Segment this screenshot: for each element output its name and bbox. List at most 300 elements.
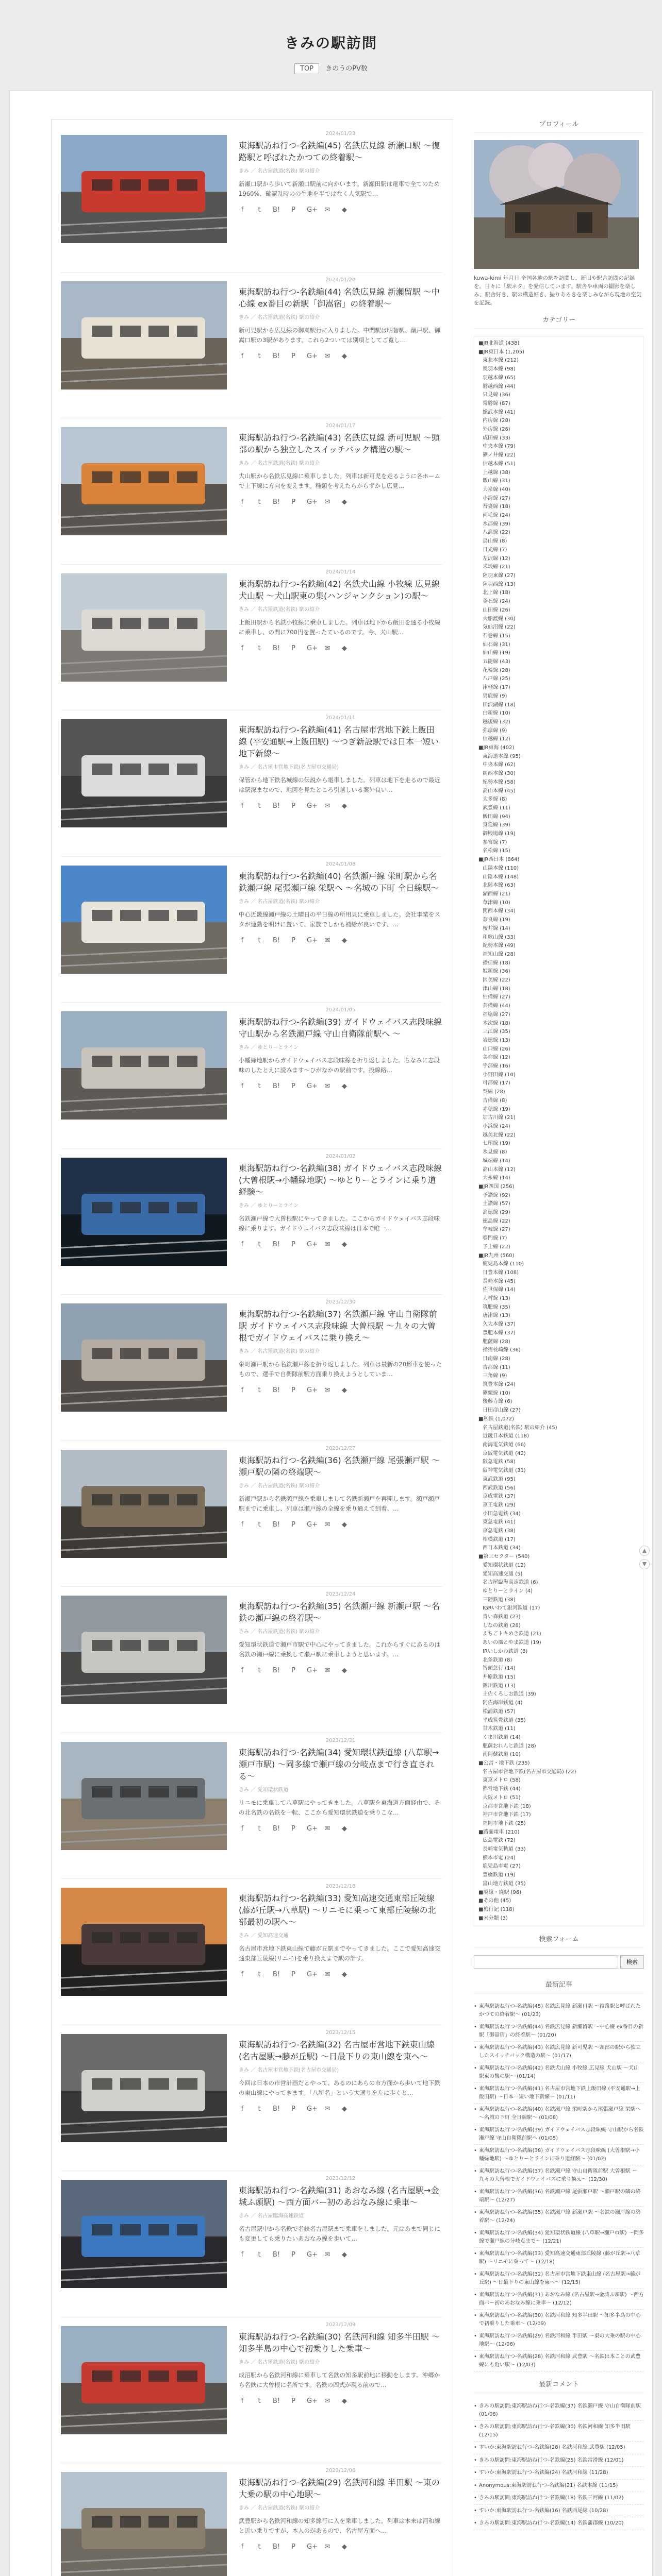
share-icon-3[interactable]: P <box>291 936 295 944</box>
recent-post-item[interactable]: • 東海駅訪ね行つ-名鉄編(45) 名鉄広見線 新瀬口駅 ～復路駅と呼ばれたかつての終着駅～ (01/23) <box>474 2001 644 2021</box>
category-item[interactable]: ■JR西日本 (864) <box>478 857 520 863</box>
category-item[interactable]: 東北本線 (212) <box>483 358 519 364</box>
category-item[interactable]: ■第三セクター (540) <box>478 1554 530 1560</box>
category-item[interactable]: 予讃線 (92) <box>483 1192 510 1198</box>
share-icon-4[interactable]: G+ <box>307 206 318 214</box>
category-item[interactable]: 高山本線 (12) <box>483 1166 516 1173</box>
share-icon-6[interactable]: ◆ <box>342 2397 347 2405</box>
category-item[interactable]: 吉都線 (11) <box>483 1364 510 1370</box>
category-item[interactable]: 大船渡線 (30) <box>483 616 516 622</box>
category-item[interactable]: 日南線 (28) <box>483 1355 510 1362</box>
category-item[interactable]: 呉線 (28) <box>483 1089 505 1095</box>
category-item[interactable]: 名古屋鉄道(名鉄) 駅の紹介 (45) <box>483 1425 557 1431</box>
category-item[interactable]: 牟岐線 (27) <box>483 1227 510 1233</box>
share-icon-1[interactable]: t <box>258 2251 261 2259</box>
post-title[interactable]: 東海駅訪ね行つ-名鉄編(38) ガイドウェイバス志段味線 (大曽根駅→小幡緑地駅) ～ゆとりーとラインに乗り道経験～ <box>239 1163 442 1197</box>
category-item[interactable]: 名松線 (15) <box>483 848 510 854</box>
post-thumbnail[interactable] <box>61 427 227 535</box>
category-item[interactable]: 飯山線 (31) <box>483 478 510 484</box>
share-icon-0[interactable]: f <box>241 2397 244 2405</box>
category-item[interactable]: 可部線 (17) <box>483 1080 510 1087</box>
category-item[interactable]: 福塩線 (27) <box>483 1011 510 1018</box>
category-item[interactable]: 赤穂線 (19) <box>483 1106 510 1112</box>
category-item[interactable]: IRいしかわ鉄道 (8) <box>483 1648 528 1654</box>
category-item[interactable]: 西武鉄道 (56) <box>483 1485 516 1491</box>
category-item[interactable]: 花輪線 (28) <box>483 667 510 673</box>
post-title[interactable]: 東海駅訪ね行つ-名鉄編(37) 名鉄瀬戸線 守山自衛隊前駅 ガイドウェイバス志段味線 大曽根駅 ～九々の大曽根でガイドウェイバスに乗り換え～ <box>239 1309 437 1343</box>
category-item[interactable]: 伯備線 (27) <box>483 994 510 1001</box>
share-icon-3[interactable]: P <box>291 1240 295 1248</box>
share-icon-5[interactable]: ✉ <box>324 2543 330 2551</box>
recent-post-item[interactable]: • 東海駅訪ね行つ-名鉄編(37) 名鉄瀬戸線 守山自衛隊前駅 大曽根駅 ～九々の大曽根でガイドウェイバスに乗り換え～ (12/30) <box>474 2165 644 2186</box>
share-icon-1[interactable]: t <box>258 936 261 944</box>
category-item[interactable]: ■JR北海道 (438) <box>478 341 520 346</box>
post-meta[interactable]: きみ ／ ゆとりーとライン <box>239 1045 299 1050</box>
category-item[interactable]: 木次線 (18) <box>483 1020 510 1026</box>
share-icon-5[interactable]: ✉ <box>324 206 330 214</box>
share-icon-0[interactable]: f <box>241 1824 244 1833</box>
share-icon-1[interactable]: t <box>258 2543 261 2551</box>
category-item[interactable]: 長崎本線 (45) <box>483 1278 516 1284</box>
share-icon-1[interactable]: t <box>258 802 261 810</box>
category-item[interactable]: 気仙沼線 (22) <box>483 624 516 631</box>
category-item[interactable]: 奈良線 (19) <box>483 917 510 923</box>
category-item[interactable]: 小田急電鉄 (34) <box>483 1511 521 1517</box>
share-icon-6[interactable]: ◆ <box>342 498 347 506</box>
category-item[interactable]: 鳴門線 (7) <box>483 1235 507 1242</box>
share-icon-0[interactable]: f <box>241 498 244 506</box>
category-item[interactable]: 山陰本線 (148) <box>483 874 519 880</box>
category-item[interactable]: 南海電気鉄道 (66) <box>483 1442 526 1448</box>
category-item[interactable]: 三江線 (35) <box>483 1029 510 1035</box>
category-item[interactable]: 東武鉄道 (95) <box>483 1476 516 1482</box>
share-icon-2[interactable]: B! <box>273 2105 280 2113</box>
category-item[interactable]: 名古屋臨海高速鉄道 (6) <box>483 1580 538 1586</box>
share-icon-0[interactable]: f <box>241 1082 244 1090</box>
recent-post-item[interactable]: • 東海駅訪ね行つ-名鉄編(39) ガイドウェイバス志段味線 守山駅から名鉄瀬戸線 守山自衛隊前駅へ (01/05) <box>474 2124 644 2145</box>
recent-post-item[interactable]: • 東海駅訪ね行つ-名鉄編(43) 名鉄広見線 新可児駅 ～頭部の駅から独立したスイッチバック構造の駅～ (01/17) <box>474 2042 644 2062</box>
share-icon-4[interactable]: G+ <box>307 1082 318 1090</box>
category-item[interactable]: 福知山線 (28) <box>483 951 516 957</box>
share-icon-6[interactable]: ◆ <box>342 1240 347 1248</box>
share-icon-3[interactable]: P <box>291 1386 295 1394</box>
post-meta[interactable]: きみ ／ 名古屋臨海高速鉄道 <box>239 2213 304 2219</box>
category-item[interactable]: あいの風とやま鉄道 (19) <box>483 1640 541 1646</box>
share-icon-3[interactable]: P <box>291 2543 295 2551</box>
post-thumbnail[interactable] <box>61 1888 227 1996</box>
category-item[interactable]: 筑肥線 (35) <box>483 1304 510 1310</box>
category-item[interactable]: 智頭急行 (14) <box>483 1666 516 1672</box>
recent-comment-item[interactable]: • すいか:東海駅訪ね行つ-名鉄編(28) 名鉄河和線 武豊駅 (12/05) <box>474 2442 644 2454</box>
post-thumbnail[interactable] <box>61 1742 227 1850</box>
recent-post-item[interactable]: • 東海駅訪ね行つ-名鉄編(28) 名鉄河和線 武豊駅 ～名鉄は本ことの武豊線にも近い駅～ (12/03) <box>474 2351 644 2371</box>
share-icon-4[interactable]: G+ <box>307 1667 318 1674</box>
share-icon-4[interactable]: G+ <box>307 2251 318 2259</box>
recent-post-item[interactable]: • 東海駅訪ね行つ-名鉄編(32) 名古屋市営地下鉄東山線 (名古屋駅→藤が丘駅) ～日最下りの東山線を東へ～ (12/15) <box>474 2268 644 2289</box>
share-icon-5[interactable]: ✉ <box>324 1240 330 1248</box>
category-item[interactable]: 播但線 (18) <box>483 960 510 966</box>
post-thumbnail[interactable] <box>61 573 227 682</box>
category-item[interactable]: 武豊線 (11) <box>483 805 510 811</box>
share-icon-3[interactable]: P <box>291 1520 295 1529</box>
top-tab[interactable]: TOP <box>294 63 319 74</box>
category-item[interactable]: 長崎電気軌道 (33) <box>483 1846 526 1853</box>
post-meta[interactable]: きみ ／ 愛知環状鉄道 <box>239 1787 289 1793</box>
share-icon-5[interactable]: ✉ <box>324 1386 330 1394</box>
category-item[interactable]: 広島電鉄 (72) <box>483 1838 516 1844</box>
share-icon-2[interactable]: B! <box>273 1824 280 1833</box>
category-item[interactable]: 津山線 (18) <box>483 986 510 992</box>
category-item[interactable]: 愛知高速交通 (5) <box>483 1571 523 1577</box>
category-item[interactable]: 日豊本線 (108) <box>483 1269 519 1276</box>
share-icon-0[interactable]: f <box>241 1240 244 1248</box>
category-item[interactable]: 陸羽西線 (13) <box>483 581 516 587</box>
share-icon-1[interactable]: t <box>258 2105 261 2113</box>
share-icon-0[interactable]: f <box>241 1520 244 1529</box>
share-icon-6[interactable]: ◆ <box>342 1667 347 1674</box>
recent-comment-item[interactable]: • Anonymous:東海駅訪ね行つ-名鉄編(21) 名鉄本線 (11/15) <box>474 2480 644 2493</box>
recent-post-item[interactable]: • 東海駅訪ね行つ-名鉄編(40) 名鉄瀬戸線 栄町駅から尾張瀬戸線 栄駅へ ～名城の下町 全日線駅～ (01/08) <box>474 2104 644 2124</box>
share-icon-6[interactable]: ◆ <box>342 2251 347 2259</box>
share-icon-4[interactable]: G+ <box>307 644 318 652</box>
post-title[interactable]: 東海駅訪ね行つ-名鉄編(33) 愛知高速交通東部丘陵線 (藤が丘駅→八草駅) ～リニモに乗って東部丘陵線の北部最初の駅へ～ <box>239 1893 436 1927</box>
share-icon-5[interactable]: ✉ <box>324 1520 330 1529</box>
category-item[interactable]: 久大本線 (37) <box>483 1321 516 1328</box>
share-icon-3[interactable]: P <box>291 1667 295 1674</box>
search-input[interactable] <box>474 1955 618 1969</box>
share-icon-2[interactable]: B! <box>273 1082 280 1090</box>
category-item[interactable]: 山陽本線 (110) <box>483 865 519 871</box>
recent-post-item[interactable]: • 東海駅訪ね行つ-名鉄編(34) 愛知環状鉄道線 (八草駅→瀬戸市駅) ～岡多線で瀬戸線の分岐点まで～ (12/21) <box>474 2227 644 2248</box>
recent-post-item[interactable]: • 東海駅訪ね行つ-名鉄編(41) 名古屋市営地下鉄上飯田線 (平安通駅→上飯田駅) ～日本一短い地下新線～ (01/11) <box>474 2083 644 2104</box>
category-item[interactable]: 小海線 (27) <box>483 495 510 501</box>
share-icon-4[interactable]: G+ <box>307 2397 318 2405</box>
share-icon-0[interactable]: f <box>241 1386 244 1394</box>
share-icon-0[interactable]: f <box>241 352 244 360</box>
share-icon-5[interactable]: ✉ <box>324 936 330 944</box>
recent-post-item[interactable]: • 東海駅訪ね行つ-名鉄編(42) 名鉄犬山線 小牧線 広見線 犬山駅 ～犬山駅東の集の駅～ (01/14) <box>474 2062 644 2083</box>
post-thumbnail[interactable] <box>61 1303 227 1412</box>
share-icon-6[interactable]: ◆ <box>342 936 347 944</box>
post-thumbnail[interactable] <box>61 135 227 243</box>
post-thumbnail[interactable] <box>61 2472 227 2576</box>
share-icon-4[interactable]: G+ <box>307 1240 318 1248</box>
share-icon-2[interactable]: B! <box>273 936 280 944</box>
category-item[interactable]: くま川鉄道 (14) <box>483 1734 521 1740</box>
share-icon-2[interactable]: B! <box>273 2251 280 2259</box>
post-meta[interactable]: きみ ／ 名古屋鉄道(名鉄) 駅の紹介 <box>239 1483 320 1489</box>
category-item[interactable]: ■未分類 (3) <box>478 1915 508 1921</box>
category-item[interactable]: 宇部線 (16) <box>483 1063 510 1070</box>
category-item[interactable]: 京王電鉄 (29) <box>483 1502 516 1508</box>
recent-post-item[interactable]: • 東海駅訪ね行つ-名鉄編(33) 愛知高速交通東部丘陵線 (藤が丘駅→八草駅) ～リニモに乗って～ (12/18) <box>474 2248 644 2268</box>
post-title[interactable]: 東海駅訪ね行つ-名鉄編(43) 名鉄広見線 新可児駅 ～頭部の駅から独立したスイッチバック構造の駅～ <box>239 433 440 454</box>
post-meta[interactable]: きみ ／ 名古屋鉄道(名鉄) 駅の紹介 <box>239 2505 320 2511</box>
category-item[interactable]: 北陸本線 (63) <box>483 883 516 889</box>
category-item[interactable]: 内房線 (28) <box>483 418 510 424</box>
recent-post-item[interactable]: • 東海駅訪ね行つ-名鉄編(38) ガイドウェイバス志段味線 (大曽根駅→小幡緑地駅) ～ゆとりーとラインに乗り道経験～ (01/02) <box>474 2145 644 2165</box>
share-icon-1[interactable]: t <box>258 1520 261 1529</box>
share-icon-0[interactable]: f <box>241 936 244 944</box>
post-title[interactable]: 東海駅訪ね行つ-名鉄編(34) 愛知環状鉄道線 (八草駅→瀬戸市駅) ～岡多線で瀬戸線の分岐点まで行き直される～ <box>239 1747 439 1781</box>
share-icon-4[interactable]: G+ <box>307 802 318 810</box>
category-item[interactable]: 都営地下鉄 (44) <box>483 1786 521 1792</box>
category-item[interactable]: 両毛線 (24) <box>483 513 510 519</box>
post-title[interactable]: 東海駅訪ね行つ-名鉄編(35) 名鉄瀬戸線 新瀬戸駅 ～名鉄の瀬戸線の終着駅～ <box>239 1601 440 1623</box>
share-icon-4[interactable]: G+ <box>307 498 318 506</box>
category-item[interactable]: ■旅行記 (118) <box>478 1906 515 1912</box>
share-icon-5[interactable]: ✉ <box>324 1667 330 1674</box>
category-item[interactable]: 弥彦線 (9) <box>483 727 507 734</box>
category-item[interactable]: 甘木鉄道 (11) <box>483 1726 516 1732</box>
category-item[interactable]: しなの鉄道 (28) <box>483 1622 521 1629</box>
category-item[interactable]: ■路面電車 (210) <box>478 1829 520 1835</box>
category-item[interactable]: 桜井線 (14) <box>483 925 510 931</box>
share-icon-4[interactable]: G+ <box>307 352 318 360</box>
category-item[interactable]: 阪急電鉄 (58) <box>483 1459 516 1465</box>
recent-post-item[interactable]: • 東海駅訪ね行つ-名鉄編(35) 名鉄瀬戸線 新瀬戸駅 ～名鉄の瀬戸線の終着駅～ (12/24) <box>474 2207 644 2227</box>
share-icon-2[interactable]: B! <box>273 1971 280 1978</box>
share-icon-3[interactable]: P <box>291 206 295 214</box>
share-icon-5[interactable]: ✉ <box>324 644 330 652</box>
category-item[interactable]: 因美線 (22) <box>483 977 510 984</box>
share-icon-0[interactable]: f <box>241 2543 244 2551</box>
scroll-up-icon[interactable]: ▲ <box>639 1546 650 1556</box>
category-item[interactable]: 阪神電気鉄道 (31) <box>483 1468 526 1474</box>
category-item[interactable]: えちごトキめき鉄道 (21) <box>483 1631 541 1637</box>
share-icon-1[interactable]: t <box>258 1240 261 1248</box>
share-icon-3[interactable]: P <box>291 802 295 810</box>
category-item[interactable]: 奥羽本線 (98) <box>483 366 516 372</box>
share-icon-5[interactable]: ✉ <box>324 1971 330 1978</box>
category-item[interactable]: 五能線 (43) <box>483 659 510 665</box>
category-item[interactable]: 三角線 (9) <box>483 1373 507 1379</box>
category-item[interactable]: 城端線 (14) <box>483 1158 510 1164</box>
post-title[interactable]: 東海駅訪ね行つ-名鉄編(29) 名鉄河和線 半田駅 ～東の大乗の駅の中心地駅～ <box>239 2478 440 2499</box>
share-icon-3[interactable]: P <box>291 2105 295 2113</box>
share-icon-2[interactable]: B! <box>273 2543 280 2551</box>
category-item[interactable]: 吉備線 (8) <box>483 1097 507 1104</box>
share-icon-6[interactable]: ◆ <box>342 2105 347 2113</box>
category-item[interactable]: 石巻線 (15) <box>483 633 510 639</box>
category-item[interactable]: 姫新線 (36) <box>483 969 510 975</box>
share-icon-4[interactable]: G+ <box>307 1971 318 1978</box>
category-item[interactable]: 佐世保線 (14) <box>483 1287 516 1293</box>
category-item[interactable]: ■廃線・廃駅 (96) <box>478 1889 522 1895</box>
category-item[interactable]: 平成筑豊鉄道 (35) <box>483 1717 526 1723</box>
search-button[interactable]: 検索 <box>620 1955 644 1969</box>
category-item[interactable]: 富山地方鉄道 (35) <box>483 1880 526 1887</box>
post-thumbnail[interactable] <box>61 1596 227 1704</box>
post-title[interactable]: 東海駅訪ね行つ-名鉄編(31) あおなみ線 (名古屋駅→金城ふ頭駅) ～西方面バー初のあおなみ線に乗車～ <box>239 2185 439 2207</box>
category-item[interactable]: 神戸市営地下鉄 (17) <box>483 1812 531 1818</box>
share-icon-2[interactable]: B! <box>273 644 280 652</box>
category-item[interactable]: 山田線 (26) <box>483 607 510 613</box>
category-item[interactable]: 阿佐海岸鉄道 (4) <box>483 1700 523 1706</box>
category-item[interactable]: 南阿蘇鉄道 (10) <box>483 1752 521 1758</box>
category-item[interactable]: 東海道本線 (95) <box>483 753 521 759</box>
post-meta[interactable]: きみ ／ 名古屋市営地下鉄(名古屋市交通局) <box>239 765 339 770</box>
category-item[interactable]: 飯田線 (94) <box>483 814 510 820</box>
category-item[interactable]: 太多線 (8) <box>483 796 507 803</box>
category-item[interactable]: 岩徳線 (13) <box>483 1037 510 1043</box>
share-icon-1[interactable]: t <box>258 1824 261 1833</box>
share-icon-3[interactable]: P <box>291 2397 295 2405</box>
category-item[interactable]: 加古川線 (21) <box>483 1115 516 1121</box>
category-item[interactable]: 高徳線 (29) <box>483 1210 510 1216</box>
share-icon-3[interactable]: P <box>291 1824 295 1833</box>
category-item[interactable]: 成田線 (33) <box>483 435 510 441</box>
share-icon-2[interactable]: B! <box>273 498 280 506</box>
category-item[interactable]: 京阪電気鉄道 (42) <box>483 1450 526 1456</box>
category-item[interactable]: 日光線 (7) <box>483 547 507 553</box>
category-item[interactable]: 豊肥本線 (37) <box>483 1330 516 1336</box>
share-icon-5[interactable]: ✉ <box>324 2397 330 2405</box>
category-item[interactable]: 錦川鉄道 (13) <box>483 1683 516 1689</box>
post-meta[interactable]: きみ ／ 名古屋鉄道(名鉄) 駅の紹介 <box>239 314 320 320</box>
share-icon-1[interactable]: t <box>258 1386 261 1394</box>
recent-post-item[interactable]: • 東海駅訪ね行つ-名鉄編(36) 名鉄瀬戸線 尾張瀬戸駅 ～瀬戸駅の隣の終端駅～ (12/27) <box>474 2186 644 2207</box>
category-item[interactable]: ■JR東海 (402) <box>478 745 515 751</box>
share-icon-5[interactable]: ✉ <box>324 352 330 360</box>
share-icon-0[interactable]: f <box>241 644 244 652</box>
share-icon-0[interactable]: f <box>241 2251 244 2259</box>
recent-comment-item[interactable]: • きみの駅訪問:東海駅訪ね行つ-名鉄編(37) 名鉄瀬戸線 守山自衛隊前駅 (01/08) <box>474 2400 644 2421</box>
share-icon-5[interactable]: ✉ <box>324 498 330 506</box>
post-thumbnail[interactable] <box>61 1158 227 1266</box>
post-title[interactable]: 東海駅訪ね行つ-名鉄編(44) 名鉄広見線 新瀬留駅 ～中心線 ex番目の新駅「御嵩宿」の終着駅～ <box>239 286 440 309</box>
category-item[interactable]: ■その他 (45) <box>478 1898 511 1904</box>
post-meta[interactable]: きみ ／ 名古屋鉄道(名鉄) 駅の紹介 <box>239 2359 320 2365</box>
post-thumbnail[interactable] <box>61 866 227 974</box>
category-item[interactable]: 御殿場線 (19) <box>483 831 516 837</box>
post-title[interactable]: 東海駅訪ね行つ-名鉄編(32) 名古屋市営地下鉄東山線 (名古屋駅→藤が丘駅) ～日最下りの東山線を東へ～ <box>239 2039 435 2061</box>
share-icon-4[interactable]: G+ <box>307 2105 318 2113</box>
category-item[interactable]: 吾妻線 (18) <box>483 504 510 510</box>
recent-comment-item[interactable]: • きみの駅訪問:東海駅訪ね行つ-名鉄編(18) 名鉄三河線 (11/02) <box>474 2492 644 2505</box>
category-item[interactable]: 関西本線 (30) <box>483 771 516 777</box>
category-item[interactable]: 大糸線 (14) <box>483 1175 510 1181</box>
post-meta[interactable]: きみ ／ 名古屋鉄道(名鉄) 駅の紹介 <box>239 461 320 466</box>
category-item[interactable]: ■公営・地下鉄 (235) <box>478 1760 530 1767</box>
share-icon-4[interactable]: G+ <box>307 2543 318 2551</box>
category-item[interactable]: 湖西線 (21) <box>483 891 510 897</box>
share-icon-5[interactable]: ✉ <box>324 802 330 810</box>
category-item[interactable]: 身延線 (39) <box>483 822 510 828</box>
share-icon-2[interactable]: B! <box>273 1520 280 1529</box>
share-icon-6[interactable]: ◆ <box>342 1824 347 1833</box>
category-item[interactable]: 外房線 (26) <box>483 427 510 433</box>
share-icon-6[interactable]: ◆ <box>342 1520 347 1529</box>
category-item[interactable]: ■私鉄 (1,072) <box>478 1416 515 1422</box>
site-title[interactable]: きみの駅訪問 <box>284 35 377 52</box>
share-icon-1[interactable]: t <box>258 498 261 506</box>
share-icon-5[interactable]: ✉ <box>324 2251 330 2259</box>
category-item[interactable]: 田沢湖線 (18) <box>483 702 516 708</box>
category-item[interactable]: 指宿枕崎線 (36) <box>483 1347 521 1353</box>
category-item[interactable]: 草津線 (10) <box>483 900 510 906</box>
post-meta[interactable]: きみ ／ 名古屋鉄道(名鉄) 駅の紹介 <box>239 1629 320 1635</box>
category-item[interactable]: 美祢線 (12) <box>483 1055 510 1061</box>
post-thumbnail[interactable] <box>61 2180 227 2288</box>
share-icon-1[interactable]: t <box>258 2397 261 2405</box>
category-item[interactable]: 水郡線 (39) <box>483 521 510 527</box>
category-item[interactable]: 高山本線 (45) <box>483 788 516 794</box>
share-icon-2[interactable]: B! <box>273 1667 280 1674</box>
post-thumbnail[interactable] <box>61 281 227 389</box>
category-item[interactable]: ■JR四国 (256) <box>478 1183 515 1190</box>
category-item[interactable]: ■JR九州 (560) <box>478 1252 515 1259</box>
category-item[interactable]: 上越線 (38) <box>483 469 510 476</box>
share-icon-6[interactable]: ◆ <box>342 1082 347 1090</box>
category-item[interactable]: 後藤寺線 (6) <box>483 1399 512 1405</box>
category-item[interactable]: 肥薩線 (28) <box>483 1338 510 1345</box>
category-item[interactable]: 鹿児島市電 (27) <box>483 1863 521 1870</box>
share-icon-2[interactable]: B! <box>273 1240 280 1248</box>
category-item[interactable]: 常磐線 (87) <box>483 400 510 406</box>
share-icon-6[interactable]: ◆ <box>342 1971 347 1978</box>
category-item[interactable]: 仙石線 (31) <box>483 641 510 648</box>
category-item[interactable]: 愛知環状鉄道 (12) <box>483 1562 526 1568</box>
category-item[interactable]: 磐越西線 (44) <box>483 383 516 389</box>
post-title[interactable]: 東海駅訪ね行つ-名鉄編(41) 名古屋市営地下鉄上飯田線 (平安通駅→上飯田駅) ～つぎ新設駅では日本一短い地下新線～ <box>239 725 439 758</box>
category-item[interactable]: 越後線 (32) <box>483 719 510 725</box>
category-item[interactable]: 松浦鉄道 (57) <box>483 1708 516 1715</box>
category-item[interactable]: 氷見線 (8) <box>483 1149 507 1156</box>
category-item[interactable]: 左沢線 (12) <box>483 555 510 562</box>
share-icon-6[interactable]: ◆ <box>342 644 347 652</box>
category-item[interactable]: 釜石線 (24) <box>483 599 510 605</box>
recent-comment-item[interactable]: • きみの駅訪問:東海駅訪ね行つ-名鉄編(25) 名鉄常滑線 (12/01) <box>474 2454 644 2467</box>
share-icon-0[interactable]: f <box>241 1971 244 1978</box>
post-meta[interactable]: きみ ／ 愛知高速交通 <box>239 1933 289 1939</box>
recent-comment-item[interactable]: • きみの駅訪問:東海駅訪ね行つ-名鉄編(30) 名鉄河和線 知多半田駅 (12/15) <box>474 2421 644 2442</box>
category-item[interactable]: 津軽線 (17) <box>483 685 510 691</box>
category-item[interactable]: 土佐くろしお鉄道 (39) <box>483 1691 536 1698</box>
post-title[interactable]: 東海駅訪ね行つ-名鉄編(30) 名鉄河和線 知多半田駅 ～知多半島の中心で初乗りした乗車～ <box>239 2331 440 2353</box>
share-icon-4[interactable]: G+ <box>307 936 318 944</box>
share-icon-0[interactable]: f <box>241 206 244 214</box>
recent-post-item[interactable]: • 東海駅訪ね行つ-名鉄編(29) 名鉄河和線 半田駅 ～東の大乗の駅の中心地駅～ (12/06) <box>474 2330 644 2351</box>
category-item[interactable]: 七尾線 (19) <box>483 1141 510 1147</box>
category-item[interactable]: 予土線 (22) <box>483 1244 510 1250</box>
category-item[interactable]: 小野田線 (10) <box>483 1072 516 1078</box>
category-item[interactable]: 篠ノ井線 (22) <box>483 452 516 459</box>
category-item[interactable]: 大糸線 (40) <box>483 486 510 493</box>
share-icon-3[interactable]: P <box>291 498 295 506</box>
share-icon-3[interactable]: P <box>291 1082 295 1090</box>
share-icon-6[interactable]: ◆ <box>342 206 347 214</box>
category-item[interactable]: 三陸鉄道 (38) <box>483 1597 516 1603</box>
share-icon-6[interactable]: ◆ <box>342 1386 347 1394</box>
category-item[interactable]: 中央本線 (62) <box>483 762 516 768</box>
category-item[interactable]: 山口線 (26) <box>483 1046 510 1052</box>
category-item[interactable]: 京成電鉄 (37) <box>483 1494 516 1500</box>
category-item[interactable]: 篠栗線 (10) <box>483 1390 510 1396</box>
category-item[interactable]: 参宮線 (7) <box>483 839 507 845</box>
category-item[interactable]: 八戸線 (25) <box>483 676 510 682</box>
post-thumbnail[interactable] <box>61 2326 227 2434</box>
category-item[interactable]: 中央本線 (79) <box>483 444 516 450</box>
category-item[interactable]: 近畿日本鉄道 (118) <box>483 1433 529 1439</box>
category-item[interactable]: IGRいわて銀河鉄道 (17) <box>483 1605 540 1612</box>
share-icon-4[interactable]: G+ <box>307 1824 318 1833</box>
share-icon-6[interactable]: ◆ <box>342 802 347 810</box>
category-item[interactable]: 大阪メトロ (51) <box>483 1794 521 1801</box>
category-item[interactable]: 鹿児島本線 (110) <box>483 1261 524 1267</box>
post-title[interactable]: 東海駅訪ね行つ-名鉄編(42) 名鉄犬山線 小牧線 広見線 犬山駅 ～犬山駅東の集(ハンジャンクション)の駅～ <box>239 579 440 601</box>
share-icon-6[interactable]: ◆ <box>342 352 347 360</box>
